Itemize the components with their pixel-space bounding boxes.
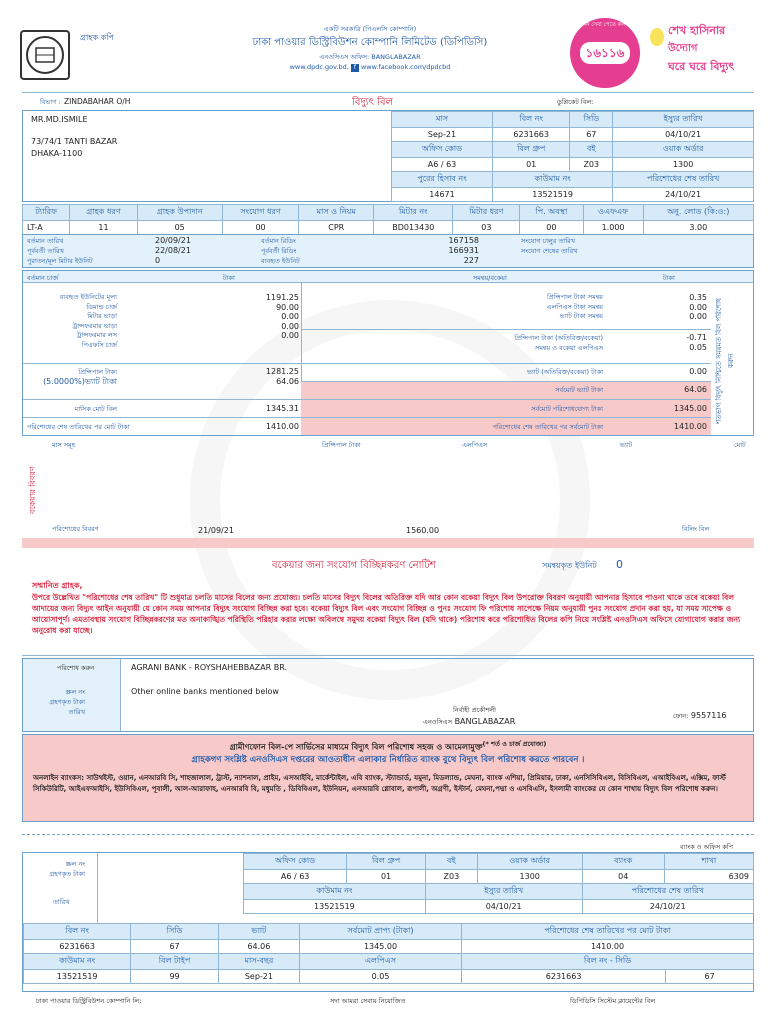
- off-value: 1.000: [583, 221, 643, 235]
- transformer-rent: 0.00: [281, 321, 299, 331]
- ocs-value: BANGLABAZAR: [454, 717, 516, 726]
- pay-bank-2: Other online banks mentioned below: [131, 687, 279, 696]
- consumer-element: 05: [137, 221, 222, 235]
- bc-th-month-year: মাস-বছর: [218, 954, 299, 970]
- previous-reading: 166931: [448, 246, 479, 255]
- th-load: অনু. লোড (কি:ও:): [643, 205, 753, 221]
- division-value: ZINDABAHAR O/H: [64, 97, 131, 106]
- office-code: A6 / 63: [392, 158, 493, 172]
- th-off: ওএফএফ: [583, 205, 643, 221]
- label-previous-reading: পূর্ববর্তী রিডিং: [261, 247, 297, 255]
- th-month: মাস: [392, 112, 493, 128]
- bc-bill-group: 01: [347, 870, 426, 884]
- bc-th-customer-no: কাউমাম নং: [244, 884, 426, 900]
- charges-col-left: বর্তমান চার্জ: [27, 274, 59, 282]
- reading-block: [22, 234, 754, 268]
- cut-line: [22, 834, 754, 835]
- officer-label: নির্বাহী প্রকৌশলী: [453, 706, 497, 714]
- label-after-due-grand: পরিশোধের শেষ তারিখের পর সর্বমোট টাকা: [492, 423, 603, 431]
- principal-arrear: -0.71: [686, 333, 707, 342]
- meter-rent: 0.00: [281, 312, 299, 321]
- ocs-label: এনওসিএস: [423, 718, 453, 726]
- label-scroll-no: স্ক্রল নং: [65, 688, 85, 696]
- facebook-link[interactable]: www.facebook.com/dpdcbd: [360, 63, 451, 71]
- bill-title: বিদ্যুৎ বিল: [352, 97, 393, 108]
- label-after-due-total: পরিশোধের শেষ তারিখের পর মোট টাকা: [27, 423, 130, 431]
- th-consumer-element: গ্রাহক উপাদান: [137, 205, 222, 221]
- th-old-account: পুরের হিসাব নং: [392, 172, 493, 188]
- pink-divider: [22, 538, 754, 548]
- bc-after-due: 1410.00: [462, 940, 754, 954]
- label-energy-charge: ব্যবহৃত ইউনিটের মূল্য: [59, 293, 117, 301]
- bc-label-scroll-no: স্ক্রল নং: [65, 860, 85, 868]
- gp-billpay-line: গ্রামীণফোন বিল-পে সার্ভিসের মাধ্যমে বিদ্যুৎ বিল পরিশোধ সহজ ও আমেলামুক্ত: [229, 742, 483, 752]
- customer-number: 13521519: [493, 188, 613, 202]
- mobile-info-block: [22, 734, 754, 822]
- bc-th-bill-group: বিল গ্রুপ: [347, 854, 426, 870]
- total-vat: 64.06: [684, 385, 707, 394]
- th-cd: সিডি: [570, 112, 613, 128]
- notice-salutation: সম্মানিত গ্রাহক,: [32, 581, 83, 590]
- footer-motto: সদা আমরা সেবায় নিয়োজিত: [330, 997, 406, 1005]
- bc-th-customer-no-2: কাউমাম নং: [24, 954, 131, 970]
- arrears-th-total: মোট: [734, 441, 746, 449]
- paid-label: পরিশোধের বিবরণ: [52, 525, 99, 533]
- label-pay-date: তারিখ: [68, 708, 85, 716]
- bc-th-issue-date: ইস্যুর তারিখ: [425, 884, 582, 900]
- th-due-date: পরিশোধের শেষ তারিখ: [613, 172, 754, 188]
- month-rule: CPR: [299, 221, 374, 235]
- phone-label: ফোন:: [673, 712, 689, 720]
- bc-vat: 64.06: [218, 940, 299, 954]
- th-consumer-type: গ্রাহক ধরণ: [70, 205, 137, 221]
- meter-type: 03: [453, 221, 520, 235]
- th-tariff: ট্যারিফ: [23, 205, 70, 221]
- due-date: 24/10/21: [613, 188, 754, 202]
- bc-bill-no: 6231663: [24, 940, 131, 954]
- duplicate-label: ডুপ্লিকেট বিল:: [557, 98, 594, 106]
- book: Z03: [570, 158, 613, 172]
- after-due-total: 1410.00: [265, 422, 299, 431]
- th-walk-order: ওয়াক অর্ডার: [613, 142, 754, 158]
- vat-amount: 64.06: [276, 377, 299, 386]
- walk-order: 1300: [613, 158, 754, 172]
- th-issue-date: ইস্যুর তারিখ: [613, 112, 754, 128]
- label-lps-arrear: সমন্বয় ও বকেয়া এলপিএস: [535, 344, 603, 352]
- label-grand-payable: সর্বমোট পরিশোধযোগ্য টাকা: [531, 405, 603, 413]
- facebook-icon: f: [351, 64, 359, 72]
- bc-cd: 67: [131, 940, 218, 954]
- company-name: ঢাকা পাওয়ার ডিস্ট্রিবিউশন কোম্পানি লিমিটেড (ডিপিডিসি): [252, 37, 488, 48]
- bc-th-bank: ব্যাংক: [582, 854, 664, 870]
- bank-copy-label: ব্যাংক ও অফিস কপি: [680, 843, 734, 851]
- bc-th-office-code: অফিস কোড: [244, 854, 347, 870]
- bc-customer-no: 13521519: [244, 900, 426, 914]
- online-banks-list: সাউথইস্ট, ওয়ান, এনআরবি সি, শাহজালাল, ট্রাস্ট, ন্যাশনাল, প্রাইম, এসআইবি, মার্কেন্টাইল, এবি ব্যাংক, স্ট্যান্ডার্ড, যমুনা, মিডল্যান্ড, মেঘনা, ব্যাংক এশিয়া, প্রিমিয়ার, ঢাকা, এনসিসিবিএল, বিসিবিএল, এআইবিএল, এক্সিম, ফার্স্ট সিকিউরিটি, আইএফআইসি, ইউসিবিএল, পূবালী, আল-আরাফাহ, এনআরবি বি, মধুমতি , ডিবিবিএল, ইউনিয়ন, এনআরবি গ্লোবাল, রূপালী, অগ্রণী, ইস্টার্ন, মেঘনা,পদ্মা ও এসবিএসি, ইসলামী ব্যাংকের যে কোন শাখায় বিদ্যুৎ বিল পরিশোধ করুন।: [33, 774, 726, 793]
- bc-month-year: Sep-21: [218, 970, 299, 984]
- bc-bill-no-2: 6231663: [462, 970, 666, 984]
- label-transformer-rent: ট্রান্সফরমার ভাড়া: [72, 321, 117, 330]
- bc-th-bill-type: বিল টাইপ: [131, 954, 218, 970]
- charges-col-taka2: টাকা: [663, 274, 675, 282]
- after-due-grand: 1410.00: [673, 422, 707, 431]
- label-demand-charge: ডিমান্ড চার্জ: [86, 302, 117, 311]
- arrears-th-principal: প্রিন্সিপাল টাকা: [322, 441, 361, 449]
- adjusted-unit-label: সমন্বয়কৃত ইউনিট: [542, 561, 597, 570]
- label-vat: (5.0000%)ভ্যাট টাকা: [43, 377, 117, 386]
- bc-book: Z03: [425, 870, 477, 884]
- bc-total: 1345.00: [300, 940, 462, 954]
- grand-payable: 1345.00: [673, 404, 707, 413]
- bc-th-due-date: পরিশোধের শেষ তারিখ: [582, 884, 753, 900]
- bc-th-vat: ভ্যাট: [218, 924, 299, 940]
- bc-th-book: বই: [425, 854, 477, 870]
- bc-branch: 6309: [664, 870, 753, 884]
- previous-date: 22/08/21: [155, 246, 191, 255]
- vat-arrear: 0.00: [689, 367, 707, 376]
- label-connection-end: সংযোগ শেষের তারিখ: [521, 247, 578, 255]
- hotline-badge: যে কোন সেবা পেতে কল করুন ১৬১১৬: [570, 18, 640, 88]
- slogan-1: শেখ হাসিনার: [668, 24, 726, 37]
- old-account: 14671: [392, 188, 493, 202]
- phone-value: 9557116: [690, 711, 727, 720]
- notice-block: [22, 550, 754, 656]
- status: 00: [520, 221, 583, 235]
- payment-block: [22, 658, 754, 732]
- principal-amount: 1281.25: [265, 367, 299, 376]
- footer-company: ঢাকা পাওয়ার ডিস্ট্রিবিউশন কোম্পানি লি:: [36, 997, 142, 1005]
- online-banks-label: অনলাইন ব্যাংকস:: [33, 774, 85, 782]
- arrears-th-vat: ভ্যাট: [620, 441, 633, 449]
- notice-body: উপরে উল্লেখিত "পরিশোধের শেষ তারিখ" টি শুধুমাত্র চলতি মাসের বিলের জন্য প্রযোজ্য। চলতি মাসের বিদ্যুৎ বিলের অতিরিক্ত যদি আর কোন বকেয়া বিদ্যুৎ বিল উপরোক্ত বিবরণ অনুযায়ী আপনার হিসাবে পাওনা থাকে তবে বকেয়া বিল আদায়ের জন্য বিদ্যুৎ আইন অনুযায়ী যে কোন সময় আপনার বিদ্যুৎ সংযোগ বিচ্ছিন্ন করা হবে। বকেয়া বিদ্যুৎ বিল এবং সংযোগ বিচ্ছিন্ন ও পুনঃ সংযোগ ফি পরিশোধ সাপেক্ষে নিয়ম অনুযায়ী পুনঃ সংযোগ প্রদান করা হয়, যা সময় সাপেক্ষ ও আয়োসাপূর্ণ। এমতাবস্থায় সংযোগ বিচ্ছিন্নকরণের মত অনাকাঙ্খিত পরিস্থিতি পরিহার করার লক্ষ্যে অবিলম্বে সমুদয় বকেয়া বিদ্যুৎ বিল (যদি থাকে) পরিশোধ করে পরিশোধিত বিলের কপি নিয়ে সংশ্লিষ্ট এনওসিএস অফিসে যোগাযোগ করার জন্য অনুরোধ করা যাচ্ছে।: [32, 593, 741, 635]
- bill-cd: 67: [570, 128, 613, 142]
- bill-month: Sep-21: [392, 128, 493, 142]
- label-principal: প্রিন্সিপাল টাকা: [78, 368, 117, 376]
- bulb-icon: [650, 28, 664, 46]
- th-connection-type: সংযোগ ধরণ: [222, 205, 299, 221]
- adjusted-unit-value: 0: [616, 558, 623, 571]
- lps-adj: 0.00: [689, 302, 707, 312]
- pay-label: পরিশোধ করুন: [57, 664, 95, 672]
- label-vat-arrear: ভ্যাট (অতিরিক্ত/বকেয়া) টাকা: [526, 368, 603, 376]
- label-connection-start: সংযোগ চালুর তারিখ: [521, 237, 576, 245]
- demand-charge: 90.00: [276, 302, 299, 312]
- label-monthly-total: মাসিক মোট বিল: [74, 405, 117, 413]
- charges-col-taka: টাকা: [223, 274, 235, 282]
- bc-cd-2: 67: [666, 970, 754, 984]
- bill-number: 6231663: [493, 128, 570, 142]
- footer-system: ডিপিডিসি সিস্টেম ক্লায়েন্টের বিল: [570, 997, 656, 1005]
- th-meter-type: মিটার ধরণ: [453, 205, 520, 221]
- bc-th-after-due: পরিশোধের শেষ তারিখের পর মোট টাকা: [462, 924, 754, 940]
- label-lps-adj: এলপিএস টাকা সমন্বয়: [546, 302, 603, 311]
- website-link[interactable]: www.dpdc.gov.bd,: [289, 63, 349, 71]
- tariff: LT-A: [23, 221, 70, 235]
- th-status: পি. অবস্থা: [520, 205, 583, 221]
- arrears-side-label: বকেয়ার বিবরণ: [28, 466, 37, 514]
- label-total-vat: সর্বমোট ভ্যাট টাকা: [555, 386, 603, 394]
- sanctioned-load: 3.00: [643, 221, 753, 235]
- label-principal-adj: প্রিন্সিপাল টাকা সমন্বয়: [547, 293, 603, 301]
- energy-charge: 1191.25: [265, 293, 299, 302]
- charges-block: [22, 270, 754, 436]
- charges-col-adj: সমন্বয়/বকেয়া: [473, 274, 507, 282]
- bc-bank: 04: [582, 870, 664, 884]
- label-previous-date: পূর্ববর্তী তারিখ: [27, 247, 64, 255]
- label-principal-arrear: প্রিন্সিপাল টাকা (অতিরিক্ত/বকেয়া): [514, 334, 603, 342]
- bank-booth-line: গ্রাহকগণ সংশ্লিষ্ট এনওসিএস দপ্তরের আওতাধীন এলাকার নির্ধারিত ব্যাংক বুথে বিদ্যুৎ বিল পরিশোধ করতে পারবেন ।: [191, 755, 585, 765]
- ocs-line: এনওসিএস অফিস: BANGLABAZAR: [319, 53, 421, 61]
- bc-th-bill-no: বিল নং: [24, 924, 131, 940]
- customer-address-2: DHAKA-1100: [31, 149, 83, 158]
- label-current-reading: বর্তমান রিডিং: [261, 237, 296, 245]
- slogan-3: ঘরে ঘরে বিদ্যুৎ: [668, 60, 735, 73]
- monthly-total: 1345.31: [265, 404, 299, 413]
- bill-group: 01: [493, 158, 570, 172]
- th-office-code: অফিস কোড: [392, 142, 493, 158]
- consumer-copy-label: গ্রাহক কপি: [80, 33, 114, 42]
- issue-date: 04/10/21: [613, 128, 754, 142]
- consumer-type: 11: [70, 221, 137, 235]
- arrears-th-lps: এলপিএস: [462, 441, 488, 449]
- customer-bill-block: [22, 110, 754, 202]
- side-note: শতভাগ বিদ্যুৎ নিশ্চিতে সময়মত বিল পরিশোধ করুন: [715, 298, 735, 424]
- dpdc-logo: [20, 30, 70, 80]
- label-transformer-loss: ট্রান্সফরমার লস: [76, 331, 117, 339]
- connection-type: 00: [222, 221, 299, 235]
- bc-th-cd: সিডি: [131, 924, 218, 940]
- th-book: বই: [570, 142, 613, 158]
- th-customer-no: কাউমাম নং: [493, 172, 613, 188]
- govt-line: একটি সরকারি (পিএলসি কোম্পানি): [323, 25, 417, 33]
- bc-label-date: তারিখ: [53, 898, 70, 906]
- paid-amount: 1560.00: [406, 526, 440, 535]
- meter-number: BD013430: [374, 221, 453, 235]
- th-meter-no: মিটার নং: [374, 205, 453, 221]
- vat-adj: 0.00: [689, 312, 707, 321]
- bc-office-code: A6 / 63: [244, 870, 347, 884]
- bc-label-received: গ্রহণকৃত টাকা: [49, 870, 85, 878]
- transformer-loss: 0.00: [281, 331, 299, 340]
- bc-th-walk-order: ওয়াক অর্ডার: [477, 854, 582, 870]
- principal-adj: 0.35: [689, 293, 707, 302]
- bc-walk-order: 1300: [477, 870, 582, 884]
- notice-title: বকেয়ার জন্য সংযোগ বিচ্ছিন্নকরণ নোটিশ: [272, 560, 436, 571]
- label-current-date: বর্তমান তারিখ: [27, 237, 64, 245]
- label-used-units: ব্যবহৃত ইউনিট: [261, 257, 300, 265]
- slogan-2: উদ্যোগ: [668, 43, 698, 54]
- bc-bill-type: 99: [131, 970, 218, 984]
- current-reading: 167158: [448, 236, 479, 245]
- arrears-block: [22, 438, 754, 538]
- bank-copy-block: [22, 852, 754, 992]
- label-old-meter-unit: পুরাতন/মূল মিটার ইউনিট: [27, 257, 93, 265]
- bc-due-date: 24/10/21: [582, 900, 753, 914]
- label-pfc-charge: পিএফসি চার্জ: [81, 340, 117, 349]
- gp-billpay-note: (* শর্ত ও চার্জ প্রযোজ্য): [482, 740, 547, 748]
- th-month-rule: মাস ও নিয়ম: [299, 205, 374, 221]
- paid-bill-label: বিলিং বিল: [682, 525, 710, 533]
- lps-arrear: 0.05: [689, 343, 707, 352]
- used-units: 227: [463, 256, 479, 265]
- label-vat-adj: ভ্যাট টাকা সমন্বয়: [559, 312, 603, 320]
- hotline-number: ১৬১১৬: [580, 42, 630, 64]
- label-received-amount: গ্রহণকৃত টাকা: [49, 698, 85, 706]
- arrears-th-months: মাস সমূহ: [52, 441, 76, 449]
- bc-lps: 0.05: [300, 970, 462, 984]
- current-date: 20/09/21: [155, 236, 191, 245]
- bc-customer-no-2: 13521519: [24, 970, 131, 984]
- bc-th-branch: শাখা: [664, 854, 753, 870]
- th-bill-group: বিল গ্রুপ: [493, 142, 570, 158]
- division-label: বিভাগ :: [40, 98, 61, 106]
- label-meter-rent: মিটার ভাড়া: [87, 312, 117, 320]
- paid-date: 21/09/21: [198, 526, 234, 535]
- bc-th-lps: এলপিএস: [300, 954, 462, 970]
- old-meter-unit: 0: [155, 256, 161, 265]
- customer-name: MR.MD.ISMILE: [31, 115, 88, 124]
- pay-bank-1: AGRANI BANK - ROYSHAHEBBAZAR BR.: [131, 663, 288, 672]
- bc-th-total: সর্বমোট প্রাপ্য (টাকা): [300, 924, 462, 940]
- th-bill-no: বিল নং: [493, 112, 570, 128]
- customer-address-1: 73/74/1 TANTI BAZAR: [31, 137, 118, 146]
- bc-th-bill-cd: বিল নং - সিডি: [462, 954, 754, 970]
- bc-issue-date: 04/10/21: [425, 900, 582, 914]
